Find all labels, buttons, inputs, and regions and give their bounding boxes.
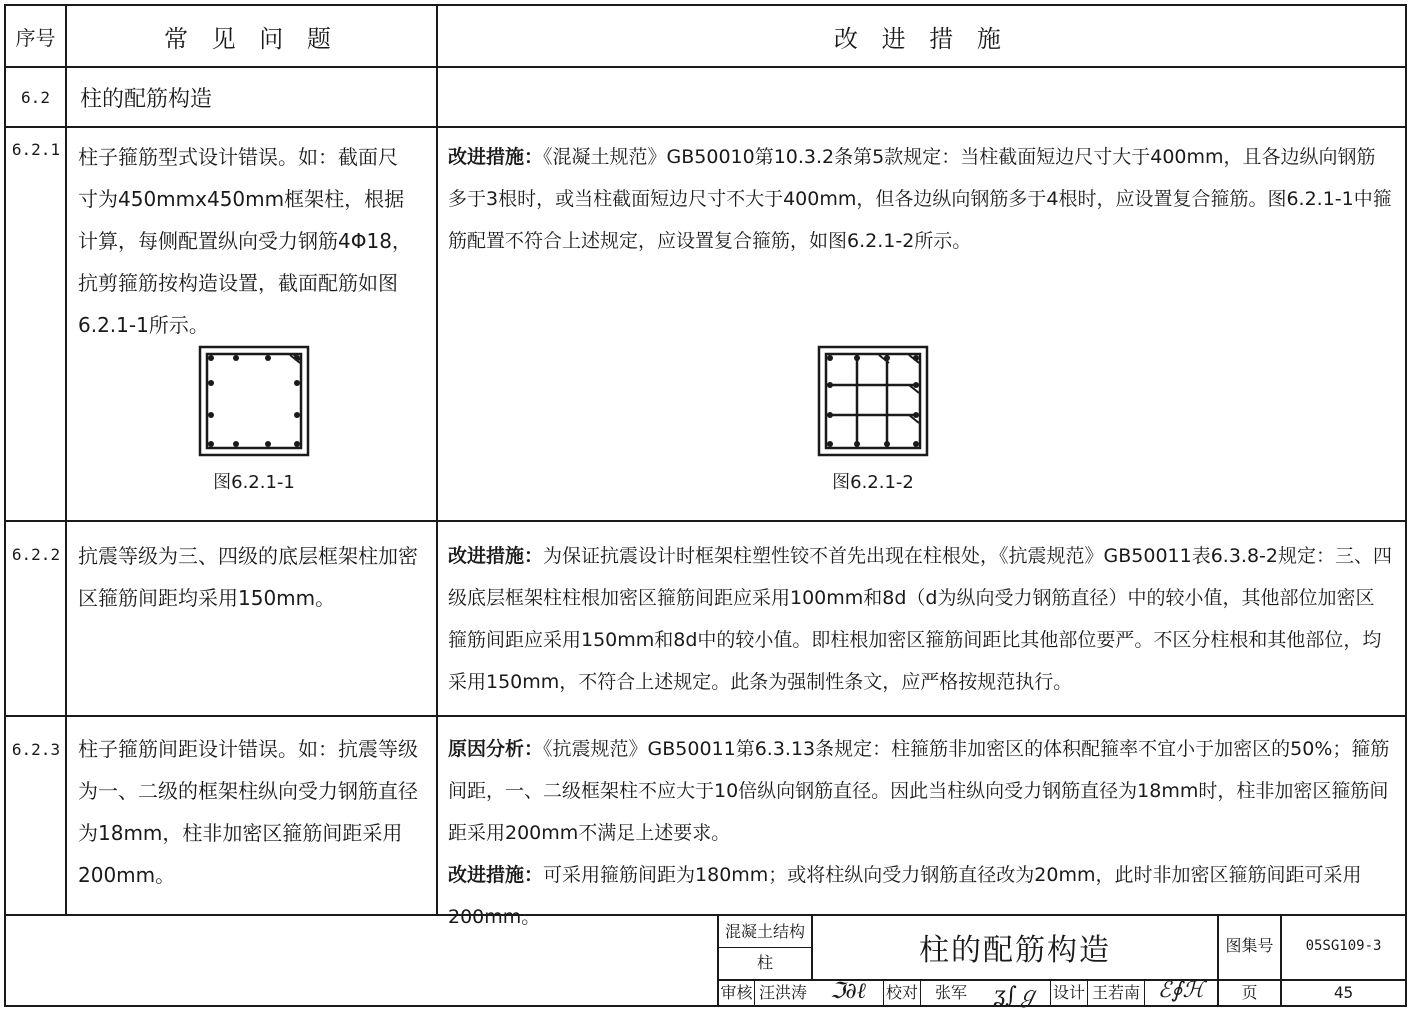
cause-text: 《抗震规范》GB50011第6.3.13条规定：柱箍筋非加密区的体积配箍率不宜小于加密区的50%；箍筋间距，一、二级框架柱不应大于10倍纵向钢筋直径。因此当柱纵向受力钢筋直径为18mm时，柱非加密区箍筋间距采用200mm不满足上述要求。 xyxy=(448,738,1390,844)
tb-sep xyxy=(1144,979,1145,1007)
tb-atlas-no: 05SG109-3 xyxy=(1305,938,1382,954)
col-sep xyxy=(436,4,438,915)
figure-caption: 图6.2.1-1 xyxy=(213,472,295,493)
tb-checker: 张军 xyxy=(934,983,967,1002)
designer-signature: ℰ∮ℋ xyxy=(1157,978,1205,1003)
figure-caption: 图6.2.1-2 xyxy=(832,472,914,493)
tb-check-label: 校对 xyxy=(885,983,918,1002)
row-problem: 柱子箍筋间距设计错误。如：抗震等级为一、二级的框架柱纵向受力钢筋直径为18mm，柱非加密区箍筋间距采用200mm。 xyxy=(78,737,418,887)
tb-subcategory: 柱 xyxy=(756,953,773,972)
tb-reviewer: 汪洪涛 xyxy=(758,983,807,1002)
checker-signature: ʓ∫ℊ xyxy=(993,983,1039,1008)
tb-page-no: 45 xyxy=(1333,983,1354,1002)
measure-text: 为保证抗震设计时框架柱塑性铰不首先出现在柱根处，《抗震规范》GB50011表6.3.8-2规定：三、四级底层框架柱柱根加密区箍筋间距应采用100mm和8d（d为纵向受力钢筋直径）中的较小值，其他部位加密区箍筋间距应采用150mm和8d中的较小值。即柱根加密区箍筋间距比其他部位要严。不区分柱根和其他部位，均采用150mm，不符合上述规定。此条为强制性条文，应严格按规范执行。 xyxy=(448,545,1393,693)
measure-label: 改进措施： xyxy=(448,146,544,168)
measure-text: 可采用箍筋间距为180mm；或将柱纵向受力钢筋直径改为20mm，此时非加密区箍筋间距可采用200mm。 xyxy=(448,864,1362,928)
header-measure: 改 进 措 施 xyxy=(834,24,1009,53)
measure-text: 《混凝土规范》GB50010第10.3.2条第5款规定：当柱截面短边尺寸大于400mm，且各边纵向钢筋多于3根时，或当柱截面短边尺寸不大于400mm，但各边纵向钢筋多于4根时，应设置复合箍筋。图6.2.1-1中箍筋配置不符合上述规定，应设置复合箍筋，如图6.2.1-2所示。 xyxy=(448,146,1392,252)
column-section-figure-2 xyxy=(817,345,929,457)
tb-design-label: 设计 xyxy=(1052,983,1085,1002)
row-sep xyxy=(4,520,1407,522)
row-sep xyxy=(4,715,1407,717)
tb-title: 柱的配筋构造 xyxy=(919,933,1111,968)
tb-category: 混凝土结构 xyxy=(724,922,805,941)
tb-sep xyxy=(717,947,813,948)
column-section-figure-1 xyxy=(198,345,310,457)
row-num: 6.2.2 xyxy=(11,545,61,564)
measure-label: 改进措施： xyxy=(448,864,544,886)
row-sep xyxy=(4,126,1407,128)
header-seq: 序号 xyxy=(15,25,56,50)
tb-designer: 王若南 xyxy=(1091,983,1140,1002)
row-cause xyxy=(448,728,1393,854)
row-measure xyxy=(448,136,1393,262)
frame-right xyxy=(1405,4,1407,1007)
section-title: 柱的配筋构造 xyxy=(80,86,213,112)
col-sep xyxy=(65,4,67,915)
measure-label: 改进措施： xyxy=(448,545,544,567)
tb-page-label: 页 xyxy=(1241,983,1258,1002)
row-problem: 抗震等级为三、四级的底层框架柱加密区箍筋间距均采用150mm。 xyxy=(78,544,418,610)
row-measure xyxy=(448,535,1393,703)
row-num: 6.2.3 xyxy=(11,740,61,759)
frame-left xyxy=(4,4,6,1007)
header-problem: 常 见 问 题 xyxy=(164,24,339,53)
reviewer-signature: ℑ∂ℓ xyxy=(830,979,866,1004)
row-num: 6.2.1 xyxy=(11,140,61,159)
tb-review-label: 审核 xyxy=(720,983,753,1002)
section-num: 6.2 xyxy=(21,87,50,107)
cause-label: 原因分析： xyxy=(448,738,544,760)
tb-atlas-label: 图集号 xyxy=(1225,936,1274,955)
frame-bottom xyxy=(4,1005,1407,1007)
row-problem: 柱子箍筋型式设计错误。如：截面尺寸为450mmx450mm框架柱，根据计算，每侧配置纵向受力钢筋4Φ18，抗剪箍筋按构造设置，截面配筋如图6.2.1-1所示。 xyxy=(78,145,412,337)
